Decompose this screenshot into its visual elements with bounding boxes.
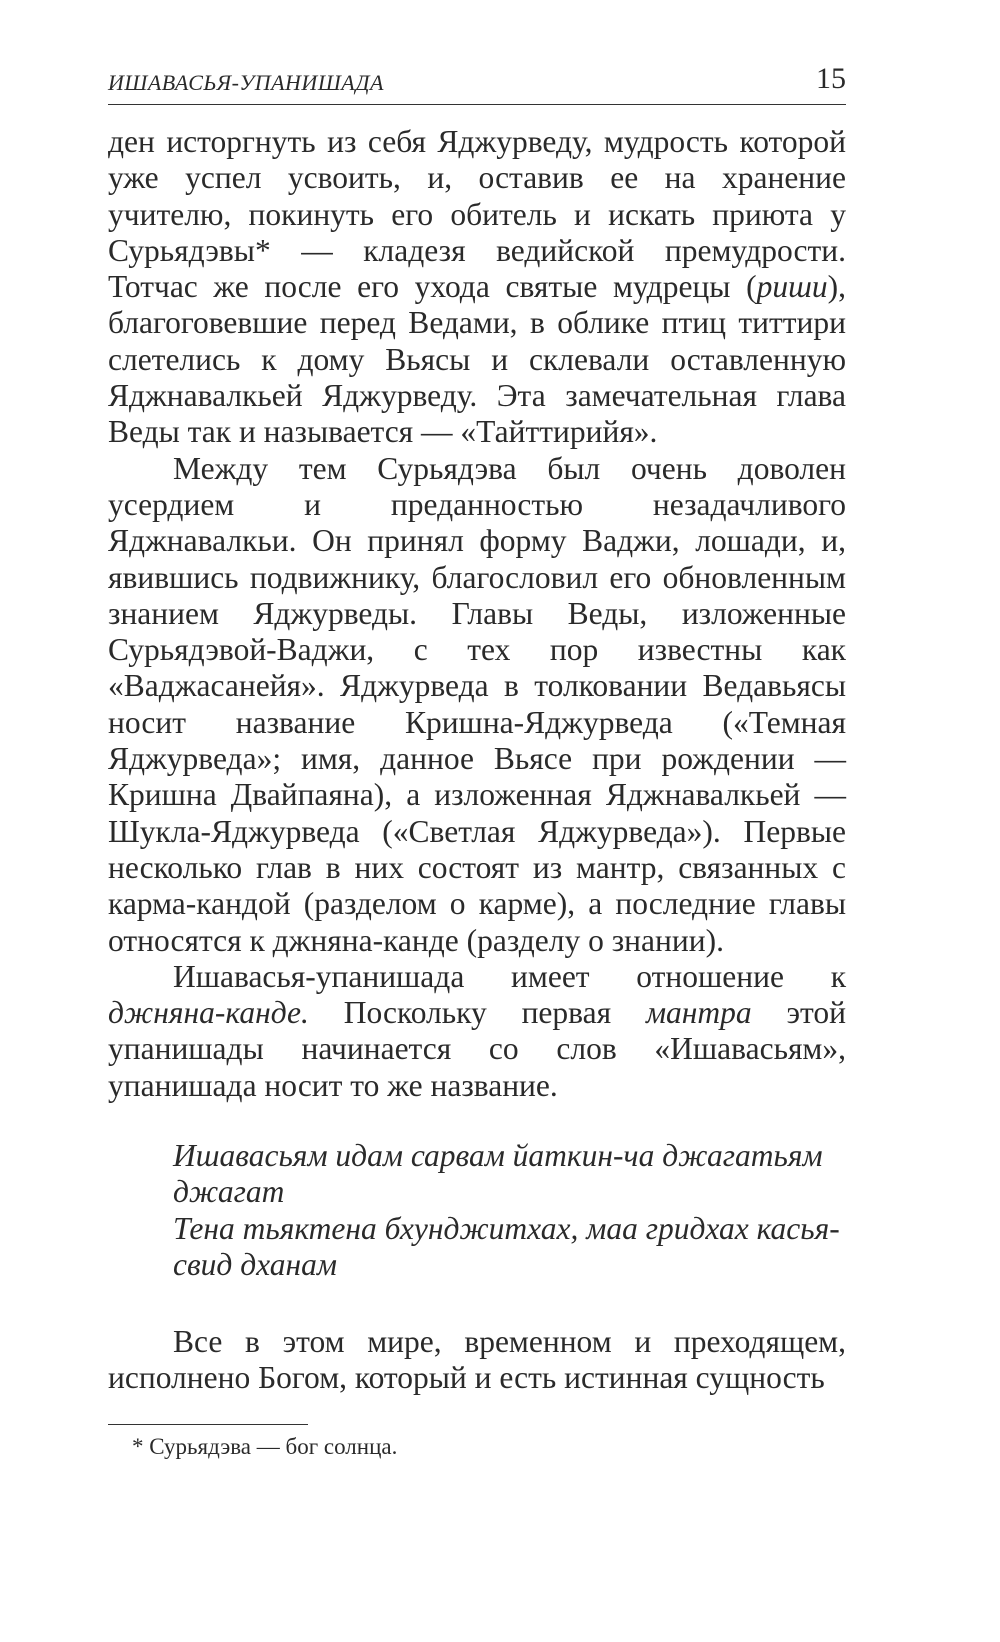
paragraph-3-part-a: Ишавасья-упанишада имеет отношение к bbox=[173, 958, 846, 994]
closing-paragraph: Все в этом мире, временном и преходящем, исполнено Богом, который и есть истинная сущность bbox=[108, 1324, 846, 1396]
footnote-divider bbox=[108, 1424, 308, 1425]
closing-text bbox=[108, 1324, 846, 1397]
verse-line-1: Ишавасьям идам сарвам йаткин-ча джагатьям джагат bbox=[173, 1138, 823, 1210]
footnote: * Сурьядэва — бог солнца. bbox=[132, 1434, 398, 1459]
paragraph-3-part-b: Поскольку первая bbox=[308, 995, 646, 1031]
sanskrit-verse bbox=[173, 1138, 846, 1283]
running-title: ИШАВАСЬЯ-УПАНИШАДА bbox=[108, 70, 384, 95]
paragraph-3-jnana-kanda: джняна-канде. bbox=[108, 995, 309, 1031]
paragraph-3-mantra: мантра bbox=[645, 995, 752, 1031]
main-text bbox=[108, 124, 846, 1104]
verse-line-2: Тена тьяктена бхунджитхах, маа гридхах касья-свид дханам bbox=[173, 1210, 840, 1282]
paragraph-3-part-c: этой упанишады начинается со слов «Ишавасьям», упанишада носит то же название. bbox=[108, 995, 846, 1103]
paragraph-1-part-a: ден исторгнуть из себя Яджурведу, мудрость которой уже успел усвоить, и, оставив ее на хранение учителю, покинуть его обитель и искать приюта у Сурьядэвы* — кладезя ведийской премудрости. Тотчас же после его ухода святые мудрецы ( bbox=[108, 124, 846, 305]
paragraph-1-part-b: ), благоговевшие перед Ведами, в облике птиц титтири слетелись к дому Вьясы и склевали оставленную Яджнавалкьей Яджурведу. Эта замечательная глава Веды так и называется — «Тайттирийя». bbox=[108, 269, 846, 450]
paragraph-1-rishi: риши bbox=[756, 269, 828, 305]
paragraph-2: Между тем Сурьядэва был очень доволен усердием и преданностью незадачливого Яджнавалкьи. Он принял форму Ваджи, лошади, и, явившись подвижнику, благословил его обновленным знанием Яджурведы. Главы Веды, изложенные Сурьядэвой-Ваджи, с тех пор известны как «Ваджасанейя». Яджурведа в толковании Ведавьясы носит название Кришна-Яджурведа («Темная Яджурведа»; имя, данное Вьясе при рождении — Кришна Двайпаяна), а изложенная Яджнавалкьей — Шукла-Яджурведа («Светлая Яджурведа»). Первые несколько глав в них состоят из мантр, связанных с карма-кандой (разделом о карме), а последние главы относятся к джняна-канде (разделу о знании). bbox=[108, 450, 846, 958]
paragraph-3 bbox=[108, 959, 846, 1104]
page-header bbox=[108, 58, 846, 105]
paragraph-1 bbox=[108, 124, 846, 451]
page-number: 15 bbox=[816, 62, 846, 95]
